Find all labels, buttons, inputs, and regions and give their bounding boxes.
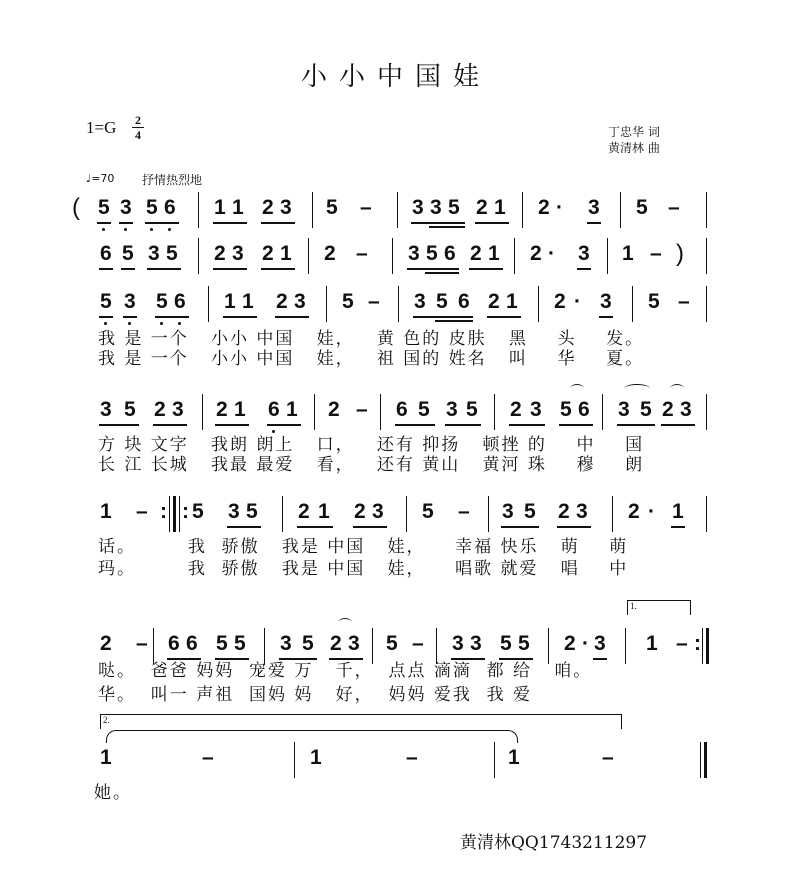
song-title: 小小中国娃 (300, 62, 491, 92)
time-bottom: 4 (135, 128, 141, 142)
key-signature: 1=G (86, 118, 117, 137)
lyric-ending: 她。 (94, 783, 132, 803)
time-signature (132, 114, 144, 141)
tempo-marking: ♩=70 (86, 172, 115, 185)
lyric-verse2: 长 江 长城 我最 最爱 看， 还有 黄山 黄河 珠 穆 朗 (98, 455, 645, 475)
volta-1: 1. (627, 600, 691, 615)
time-top: 2 (135, 113, 141, 127)
lyric-verse2: 华。 叫一 声祖 国妈 妈 好， 妈妈 爱我 我 爱 (98, 685, 533, 705)
lyric-verse2: 我 是 一个 小小 中国 娃， 祖 国的 姓名 叫 华 夏。 (98, 349, 645, 369)
composer-credit: 黄清林 曲 (608, 141, 660, 155)
lyric-verse1: 哒。 爸爸 妈妈 宠爱 万 千， 点点 滴滴 都 给 咱。 (98, 661, 593, 681)
tie-arc (106, 730, 518, 743)
lyric-verse1: 话。 我 骄傲 我是 中国 娃， 幸福 快乐 萌 萌 (98, 537, 629, 557)
lyric-verse1: 方 块 文字 我朗 朗上 口， 还有 抑扬 顿挫 的 中 国 (98, 435, 645, 455)
lyric-verse2: 玛。 我 骄傲 我是 中国 娃， 唱歌 就爱 唱 中 (98, 559, 629, 579)
footer-credit: 黄清林QQ1743211297 (460, 833, 648, 853)
expression-marking: 抒情热烈地 (142, 173, 203, 187)
lyric-verse1: 我 是 一个 小小 中国 娃， 黄 色的 皮肤 黑 头 发。 (98, 329, 645, 349)
lyricist-credit: 丁忠华 词 (608, 125, 660, 139)
volta-2: 2. (100, 714, 622, 729)
